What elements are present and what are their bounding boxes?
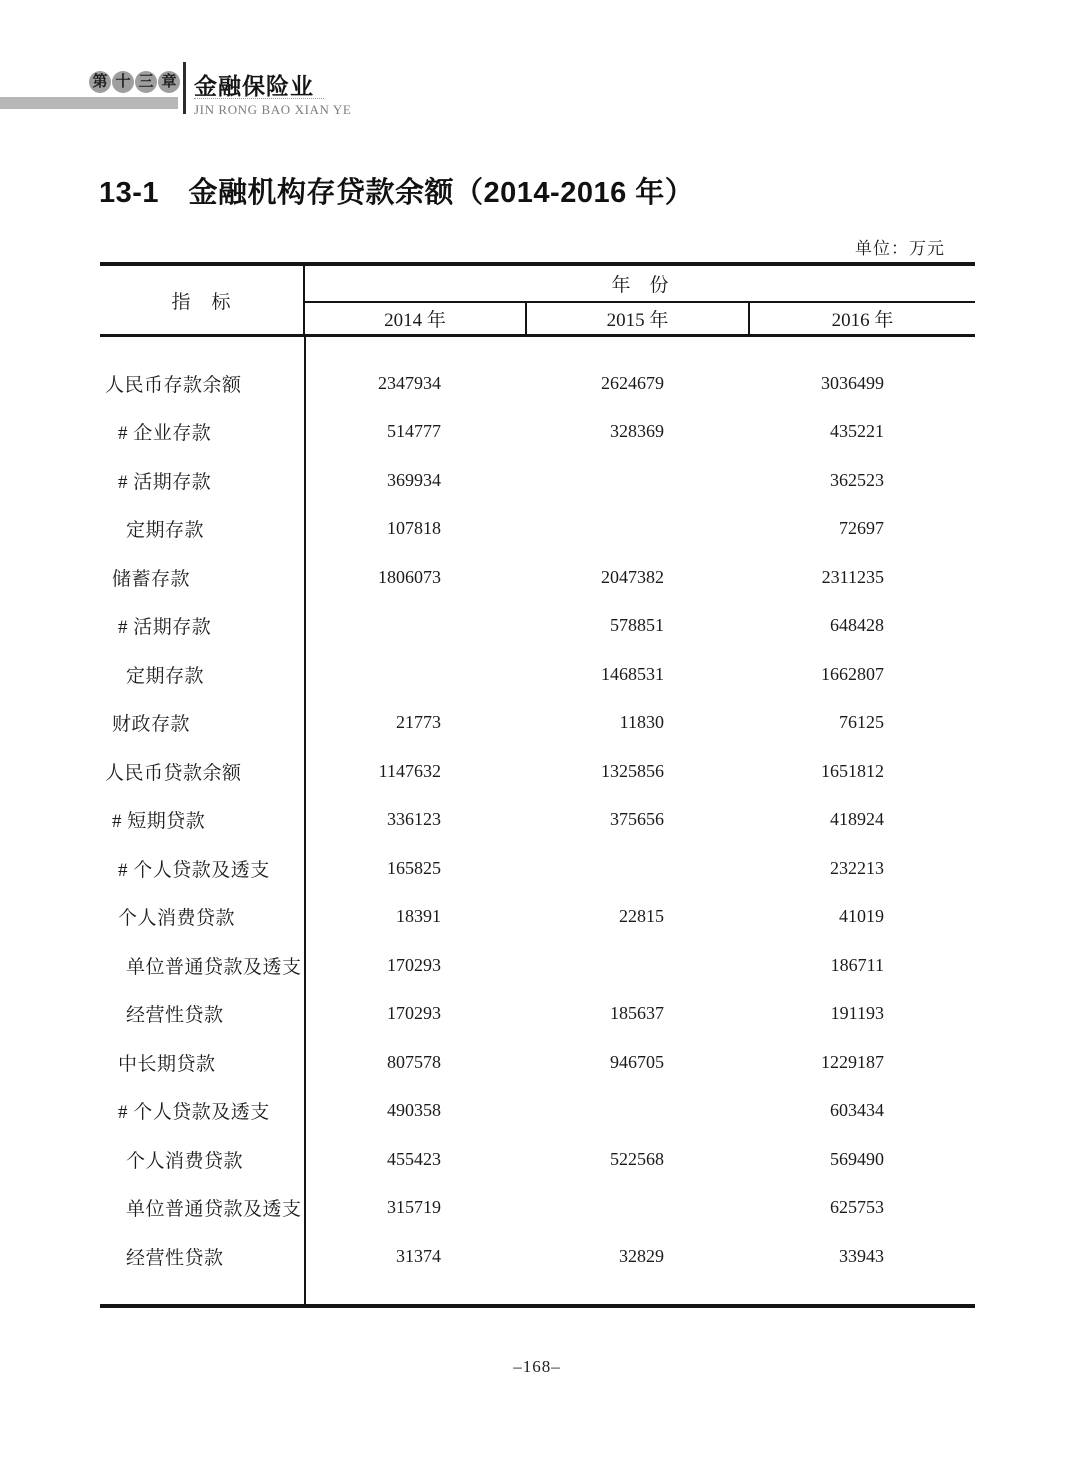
indicator-cell: 个人消费贷款 xyxy=(118,908,236,930)
table-row xyxy=(100,699,975,748)
value-cell: 578851 xyxy=(610,615,664,636)
value-cell: 18391 xyxy=(396,906,441,927)
year-column-header-2014: 2014 年 xyxy=(384,310,446,331)
table-row xyxy=(100,796,975,845)
indicator-cell: 定期存款 xyxy=(126,665,205,687)
value-cell: 603434 xyxy=(830,1100,884,1121)
chapter-header-bar xyxy=(0,97,178,109)
value-cell: 625753 xyxy=(830,1197,884,1218)
value-cell: 33943 xyxy=(839,1245,884,1266)
chapter-badge-char: 章 xyxy=(158,71,180,93)
value-cell: 1229187 xyxy=(821,1051,884,1072)
value-cell: 170293 xyxy=(387,954,441,975)
indicator-cell: # 活期存款 xyxy=(118,471,212,493)
value-cell: 165825 xyxy=(387,857,441,878)
chapter-badge-char: 三 xyxy=(135,71,157,93)
table-header xyxy=(100,262,975,337)
value-cell: 648428 xyxy=(830,615,884,636)
unit-label: 单位：万元 xyxy=(855,239,945,258)
indicator-cell: 经营性贷款 xyxy=(126,1005,224,1027)
value-cell: 232213 xyxy=(830,857,884,878)
value-cell: 336123 xyxy=(387,809,441,830)
indicator-cell: # 个人贷款及透支 xyxy=(118,1102,270,1124)
indicator-cell: # 短期贷款 xyxy=(112,811,206,833)
indicator-cell: 单位普通贷款及透支 xyxy=(126,1199,302,1221)
table-body xyxy=(100,337,975,1308)
table-row xyxy=(100,1038,975,1087)
year-header-group xyxy=(305,266,975,334)
page-number: –168– xyxy=(513,1357,561,1376)
year-column-header-2015: 2015 年 xyxy=(525,303,750,334)
indicator-cell: # 企业存款 xyxy=(118,423,212,445)
indicator-cell: # 个人贷款及透支 xyxy=(118,859,270,881)
value-cell: 76125 xyxy=(839,712,884,733)
value-cell: 22815 xyxy=(619,906,664,927)
value-cell: 328369 xyxy=(610,421,664,442)
chapter-number-badge xyxy=(89,69,180,95)
value-cell: 1806073 xyxy=(378,566,441,587)
table-row xyxy=(100,650,975,699)
statistics-table xyxy=(100,262,975,1308)
value-cell: 2047382 xyxy=(601,566,664,587)
table-row xyxy=(100,1232,975,1281)
value-cell: 32829 xyxy=(619,1245,664,1266)
year-column-header-2016: 2016 年 xyxy=(831,310,894,331)
indicator-cell: 财政存款 xyxy=(112,714,191,736)
indicator-cell: 个人消费贷款 xyxy=(126,1150,244,1172)
table-column-divider xyxy=(304,337,306,1304)
page-title: 13-1 金融机构存贷款余额（2014-2016 年） xyxy=(99,177,695,209)
value-cell: 807578 xyxy=(387,1051,441,1072)
indicator-cell: 储蓄存款 xyxy=(112,568,191,590)
table-row xyxy=(100,990,975,1039)
value-cell: 1662807 xyxy=(821,663,884,684)
table-row xyxy=(100,747,975,796)
value-cell: 490358 xyxy=(387,1100,441,1121)
table-row xyxy=(100,941,975,990)
table-row xyxy=(100,553,975,602)
indicator-cell: 单位普通贷款及透支 xyxy=(126,956,302,978)
value-cell: 418924 xyxy=(830,809,884,830)
value-cell: 1651812 xyxy=(821,760,884,781)
value-cell: 375656 xyxy=(610,809,664,830)
value-cell: 3036499 xyxy=(821,372,884,393)
indicator-cell: 人民币贷款余额 xyxy=(105,762,242,784)
value-cell: 569490 xyxy=(830,1148,884,1169)
value-cell: 1325856 xyxy=(601,760,664,781)
chapter-title-chinese: 金融保险业 xyxy=(194,73,314,99)
indicator-cell: 中长期贷款 xyxy=(118,1053,216,1075)
value-cell: 41019 xyxy=(839,906,884,927)
table-row xyxy=(100,1135,975,1184)
value-cell: 435221 xyxy=(830,421,884,442)
value-cell: 1147632 xyxy=(378,760,441,781)
chapter-title-underline xyxy=(194,98,324,99)
value-cell: 514777 xyxy=(387,421,441,442)
value-cell: 185637 xyxy=(610,1003,664,1024)
value-cell: 21773 xyxy=(396,712,441,733)
value-cell: 369934 xyxy=(387,469,441,490)
indicator-column-header: 指 标 xyxy=(100,266,305,334)
table-row xyxy=(100,602,975,651)
table-row xyxy=(100,456,975,505)
indicator-cell: # 活期存款 xyxy=(118,617,212,639)
value-cell: 2311235 xyxy=(821,566,884,587)
value-cell: 1468531 xyxy=(601,663,664,684)
indicator-cell: 人民币存款余额 xyxy=(105,374,242,396)
value-cell: 315719 xyxy=(387,1197,441,1218)
table-row xyxy=(100,893,975,942)
value-cell: 946705 xyxy=(610,1051,664,1072)
value-cell: 191193 xyxy=(830,1003,884,1024)
table-row xyxy=(100,844,975,893)
table-row xyxy=(100,505,975,554)
chapter-title-pinyin: JIN RONG BAO XIAN YE xyxy=(194,102,352,117)
value-cell: 170293 xyxy=(387,1003,441,1024)
value-cell: 522568 xyxy=(610,1148,664,1169)
value-cell: 455423 xyxy=(387,1148,441,1169)
table-row xyxy=(100,408,975,457)
value-cell: 72697 xyxy=(839,518,884,539)
value-cell: 11830 xyxy=(619,712,664,733)
table-row xyxy=(100,1184,975,1233)
indicator-cell: 定期存款 xyxy=(126,520,205,542)
value-cell: 2347934 xyxy=(378,372,441,393)
year-group-header: 年 份 xyxy=(305,266,975,303)
year-column-headers xyxy=(305,303,975,334)
chapter-badge-char: 十 xyxy=(112,71,134,93)
chapter-header-divider xyxy=(183,62,186,114)
value-cell: 362523 xyxy=(830,469,884,490)
table-row xyxy=(100,359,975,408)
value-cell: 107818 xyxy=(387,518,441,539)
value-cell: 31374 xyxy=(396,1245,441,1266)
value-cell: 2624679 xyxy=(601,372,664,393)
value-cell: 186711 xyxy=(830,954,884,975)
chapter-badge-char: 第 xyxy=(89,71,111,93)
table-row xyxy=(100,1087,975,1136)
indicator-cell: 经营性贷款 xyxy=(126,1247,224,1269)
